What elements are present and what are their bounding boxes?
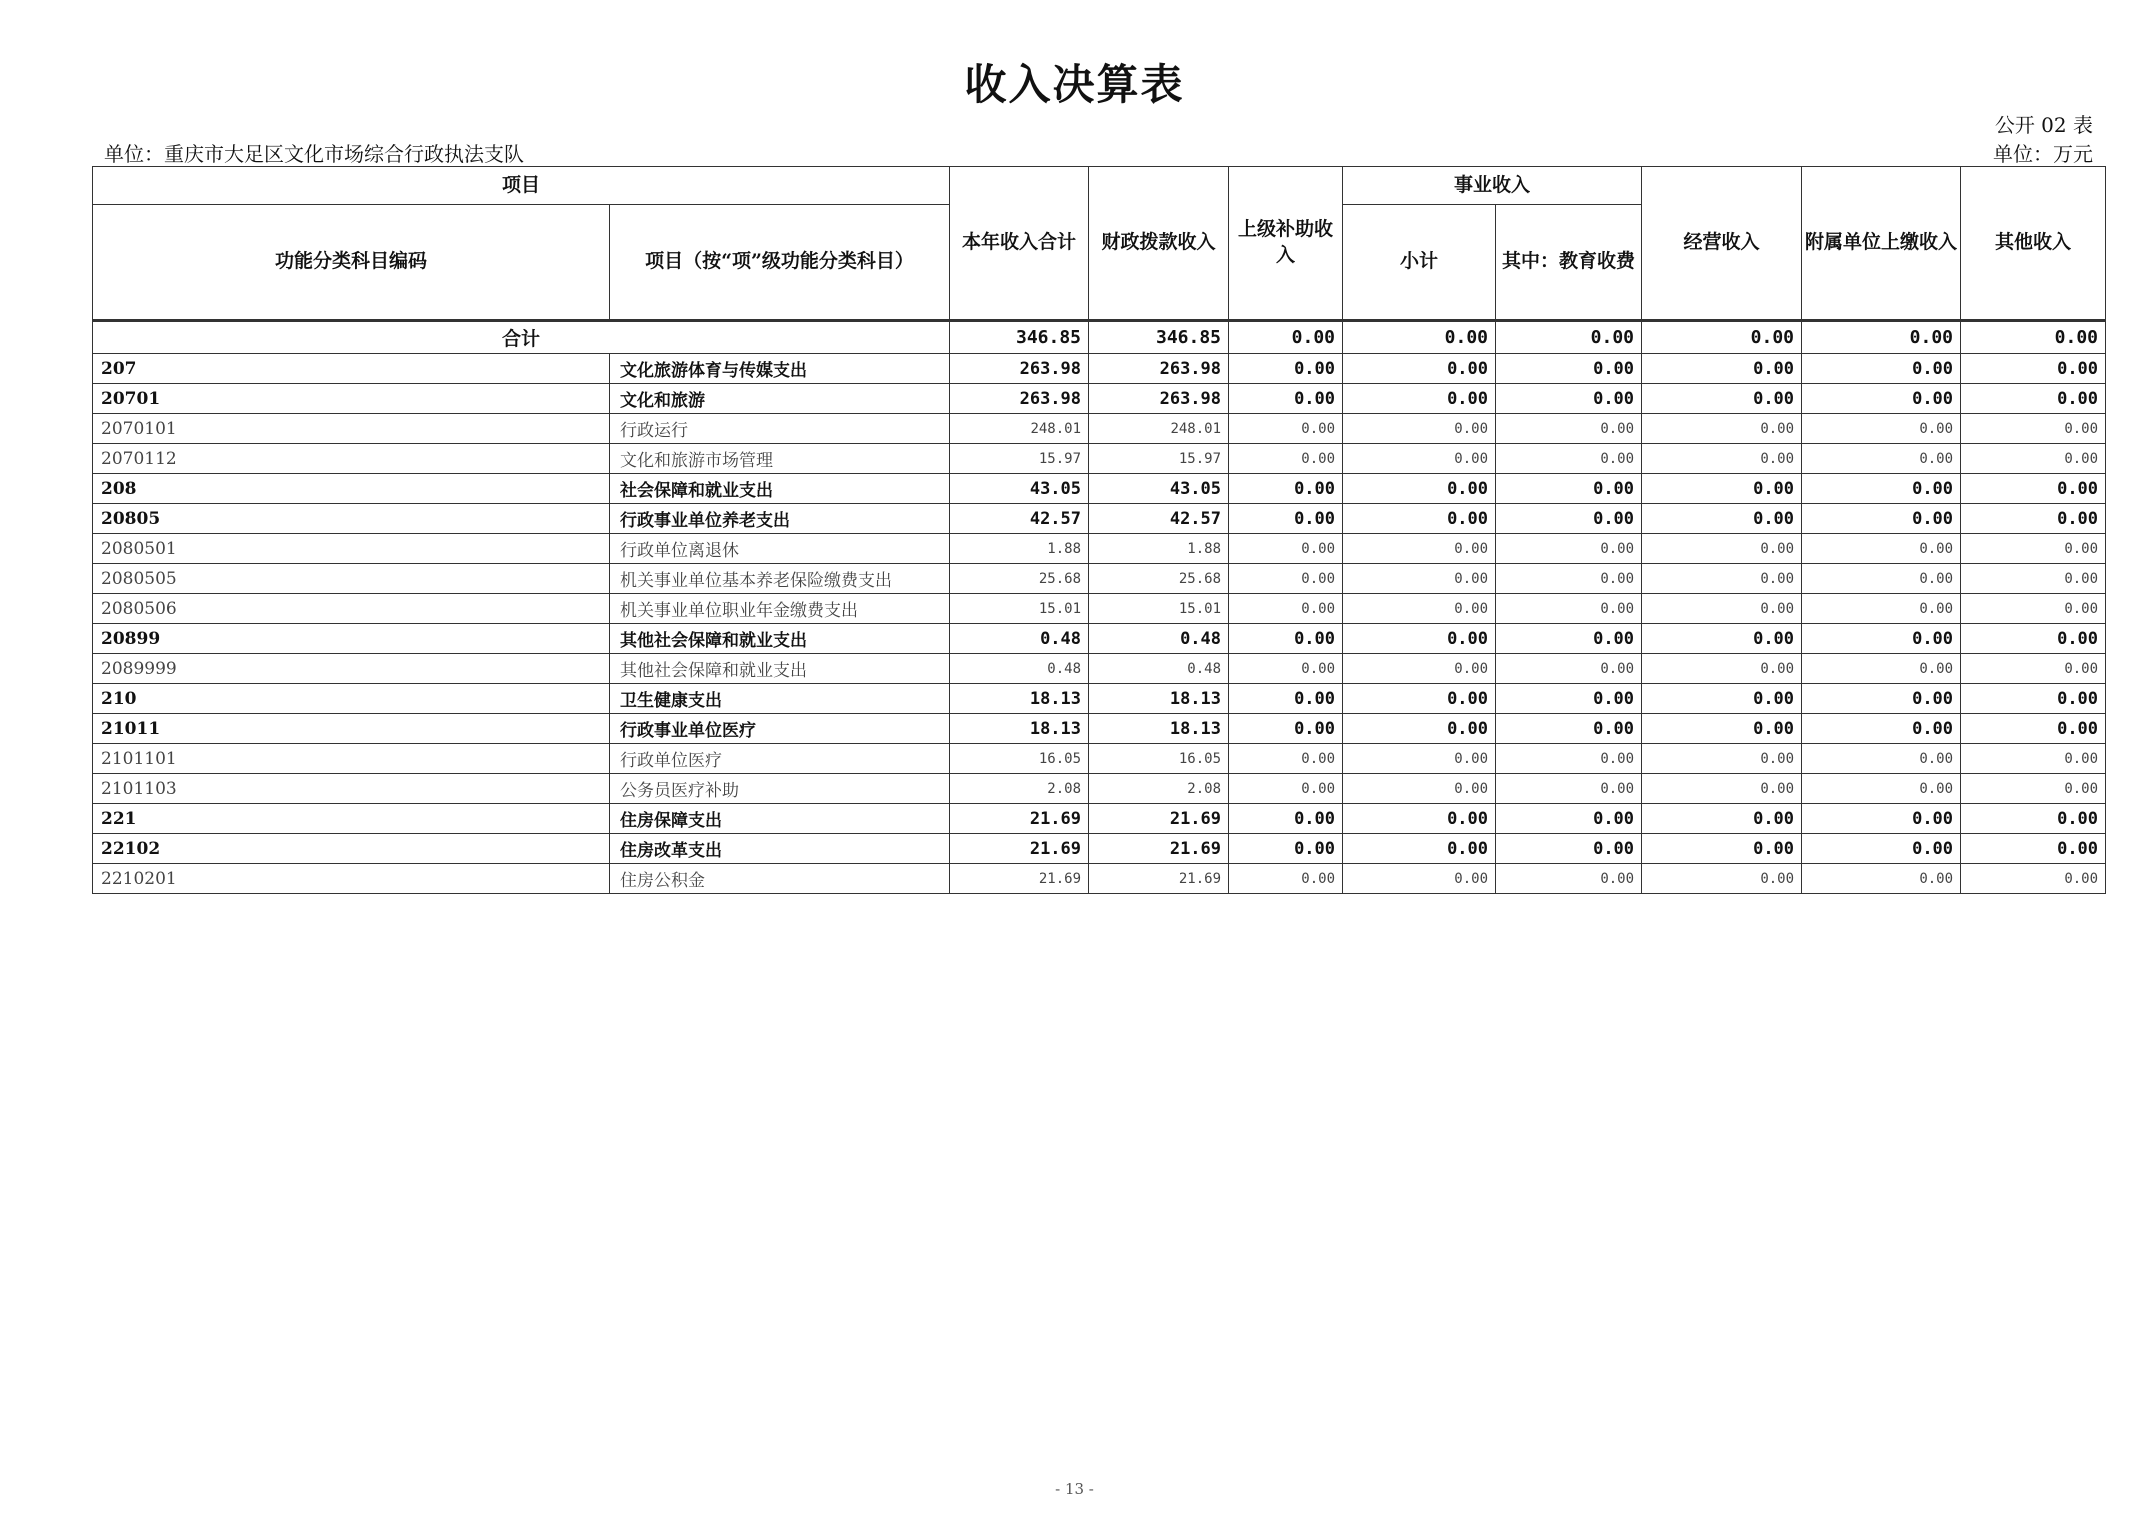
table-row: [93, 354, 2106, 384]
unit-label: 单位：万元: [1993, 142, 2093, 166]
row-value: 0.00: [1496, 414, 1642, 444]
row-value: 0.00: [1961, 834, 2106, 864]
total-value: 346.85: [950, 321, 1089, 354]
row-code: 2089999: [93, 654, 610, 684]
header-project: 项目: [93, 167, 950, 205]
row-value: 0.00: [1961, 564, 2106, 594]
row-value: 0.00: [1229, 624, 1343, 654]
row-value: 18.13: [1089, 684, 1229, 714]
table-row: [93, 684, 2106, 714]
row-value: 0.00: [1802, 714, 1961, 744]
row-name: 其他社会保障和就业支出: [610, 624, 950, 654]
total-value: 0.00: [1343, 321, 1496, 354]
header-total: 本年收入合计: [950, 167, 1089, 321]
row-value: 0.00: [1229, 444, 1343, 474]
row-code: 2080506: [93, 594, 610, 624]
row-value: 21.69: [1089, 804, 1229, 834]
row-value: 0.00: [1229, 714, 1343, 744]
table-row: [93, 384, 2106, 414]
header-affiliated: 附属单位上缴收入: [1802, 167, 1961, 321]
row-value: 0.00: [1642, 714, 1802, 744]
row-value: 0.48: [1089, 654, 1229, 684]
row-value: 0.00: [1802, 414, 1961, 444]
row-value: 0.00: [1961, 684, 2106, 714]
row-name: 住房保障支出: [610, 804, 950, 834]
row-value: 263.98: [950, 384, 1089, 414]
row-code: 20805: [93, 504, 610, 534]
row-value: 21.69: [950, 864, 1089, 894]
row-value: 0.00: [1343, 654, 1496, 684]
page-number: - 13 -: [1055, 1480, 1094, 1498]
row-value: 0.00: [1961, 384, 2106, 414]
row-value: 2.08: [1089, 774, 1229, 804]
total-value: 0.00: [1802, 321, 1961, 354]
row-code: 20899: [93, 624, 610, 654]
row-value: 0.00: [1961, 414, 2106, 444]
row-value: 18.13: [950, 684, 1089, 714]
row-value: 0.00: [1343, 504, 1496, 534]
row-value: 0.00: [1343, 834, 1496, 864]
row-value: 0.00: [1343, 714, 1496, 744]
row-value: 0.00: [1343, 804, 1496, 834]
row-name: 行政单位医疗: [610, 744, 950, 774]
row-value: 0.48: [1089, 624, 1229, 654]
row-name: 行政单位离退休: [610, 534, 950, 564]
row-value: 0.00: [1802, 534, 1961, 564]
row-code: 208: [93, 474, 610, 504]
row-value: 0.00: [1496, 354, 1642, 384]
row-value: 0.00: [1802, 654, 1961, 684]
row-value: 0.00: [1229, 564, 1343, 594]
row-value: 0.00: [1961, 594, 2106, 624]
row-value: 16.05: [1089, 744, 1229, 774]
row-name: 住房改革支出: [610, 834, 950, 864]
row-value: 0.00: [1496, 504, 1642, 534]
row-value: 15.97: [1089, 444, 1229, 474]
row-value: 0.00: [1229, 594, 1343, 624]
row-value: 0.00: [1343, 444, 1496, 474]
table-row: [93, 594, 2106, 624]
row-value: 0.00: [1802, 744, 1961, 774]
table-row: [93, 804, 2106, 834]
row-name: 公务员医疗补助: [610, 774, 950, 804]
row-value: 18.13: [950, 714, 1089, 744]
row-value: 21.69: [950, 834, 1089, 864]
row-code: 2101103: [93, 774, 610, 804]
header-code: 功能分类科目编码: [93, 205, 610, 321]
row-value: 0.00: [1642, 534, 1802, 564]
row-value: 263.98: [1089, 384, 1229, 414]
page-title: 收入决算表: [964, 60, 1185, 109]
row-value: 263.98: [950, 354, 1089, 384]
table-row: [93, 654, 2106, 684]
row-value: 0.00: [1343, 534, 1496, 564]
row-name: 机关事业单位基本养老保险缴费支出: [610, 564, 950, 594]
row-value: 0.00: [1802, 594, 1961, 624]
row-value: 0.00: [1642, 654, 1802, 684]
header-other: 其他收入: [1961, 167, 2106, 321]
row-value: 0.48: [950, 624, 1089, 654]
row-code: 2101101: [93, 744, 610, 774]
row-value: 0.00: [1496, 744, 1642, 774]
row-name: 文化和旅游: [610, 384, 950, 414]
row-value: 0.00: [1642, 474, 1802, 504]
row-value: 0.00: [1642, 384, 1802, 414]
row-code: 20701: [93, 384, 610, 414]
row-value: 0.00: [1229, 474, 1343, 504]
row-code: 210: [93, 684, 610, 714]
row-value: 0.00: [1961, 744, 2106, 774]
table-row: [93, 864, 2106, 894]
row-value: 25.68: [1089, 564, 1229, 594]
row-value: 0.00: [1496, 714, 1642, 744]
row-value: 0.00: [1642, 624, 1802, 654]
row-value: 0.00: [1802, 354, 1961, 384]
row-value: 0.00: [1642, 864, 1802, 894]
row-value: 0.00: [1496, 564, 1642, 594]
row-value: 0.00: [1343, 354, 1496, 384]
row-value: 0.00: [1961, 534, 2106, 564]
row-value: 0.00: [1229, 684, 1343, 714]
row-code: 21011: [93, 714, 610, 744]
row-value: 16.05: [950, 744, 1089, 774]
table-row: [93, 534, 2106, 564]
row-value: 0.00: [1802, 384, 1961, 414]
row-value: 0.00: [1642, 564, 1802, 594]
row-value: 0.00: [1343, 684, 1496, 714]
row-value: 42.57: [1089, 504, 1229, 534]
row-value: 0.00: [1229, 834, 1343, 864]
row-value: 0.00: [1802, 774, 1961, 804]
table-row: [93, 774, 2106, 804]
row-value: 15.01: [950, 594, 1089, 624]
row-value: 0.00: [1961, 624, 2106, 654]
row-value: 0.00: [1343, 564, 1496, 594]
row-value: 42.57: [950, 504, 1089, 534]
row-name: 行政事业单位医疗: [610, 714, 950, 744]
table-row: [93, 624, 2106, 654]
row-name: 社会保障和就业支出: [610, 474, 950, 504]
row-value: 0.00: [1961, 774, 2106, 804]
header-superior: 上级补助收入: [1229, 167, 1343, 321]
row-value: 2.08: [950, 774, 1089, 804]
table-row: [93, 504, 2106, 534]
row-value: 0.00: [1961, 354, 2106, 384]
row-value: 0.00: [1496, 444, 1642, 474]
row-value: 0.00: [1343, 384, 1496, 414]
row-value: 0.00: [1496, 594, 1642, 624]
row-value: 0.00: [1642, 804, 1802, 834]
row-value: 0.00: [1961, 864, 2106, 894]
row-value: 43.05: [950, 474, 1089, 504]
row-name: 卫生健康支出: [610, 684, 950, 714]
row-value: 0.00: [1642, 744, 1802, 774]
row-value: 0.00: [1802, 504, 1961, 534]
row-value: 0.00: [1343, 474, 1496, 504]
row-name: 其他社会保障和就业支出: [610, 654, 950, 684]
row-value: 0.00: [1496, 654, 1642, 684]
row-value: 0.00: [1642, 444, 1802, 474]
row-value: 0.00: [1343, 774, 1496, 804]
table-row: [93, 714, 2106, 744]
row-value: 18.13: [1089, 714, 1229, 744]
total-value: 0.00: [1496, 321, 1642, 354]
total-value: 0.00: [1229, 321, 1343, 354]
row-value: 0.48: [950, 654, 1089, 684]
row-name: 文化和旅游市场管理: [610, 444, 950, 474]
row-value: 0.00: [1961, 444, 2106, 474]
total-value: 346.85: [1089, 321, 1229, 354]
header-education: 其中：教育收费: [1496, 205, 1642, 321]
row-value: 0.00: [1229, 534, 1343, 564]
row-code: 207: [93, 354, 610, 384]
row-value: 0.00: [1343, 864, 1496, 894]
row-value: 0.00: [1642, 594, 1802, 624]
row-value: 43.05: [1089, 474, 1229, 504]
row-value: 263.98: [1089, 354, 1229, 384]
row-value: 0.00: [1802, 444, 1961, 474]
row-value: 0.00: [1961, 504, 2106, 534]
row-value: 0.00: [1343, 414, 1496, 444]
row-value: 248.01: [950, 414, 1089, 444]
row-value: 0.00: [1343, 594, 1496, 624]
row-value: 0.00: [1496, 624, 1642, 654]
header-operating: 经营收入: [1642, 167, 1802, 321]
row-value: 0.00: [1229, 744, 1343, 774]
row-value: 0.00: [1496, 774, 1642, 804]
row-value: 0.00: [1343, 624, 1496, 654]
header-subtotal: 小计: [1343, 205, 1496, 321]
row-value: 0.00: [1343, 744, 1496, 774]
row-value: 0.00: [1642, 774, 1802, 804]
row-code: 2080505: [93, 564, 610, 594]
row-value: 21.69: [1089, 864, 1229, 894]
row-name: 文化旅游体育与传媒支出: [610, 354, 950, 384]
row-value: 0.00: [1229, 804, 1343, 834]
row-value: 25.68: [950, 564, 1089, 594]
total-value: 0.00: [1642, 321, 1802, 354]
header-business: 事业收入: [1343, 167, 1642, 205]
row-value: 0.00: [1802, 834, 1961, 864]
table-row: [93, 414, 2106, 444]
row-value: 0.00: [1496, 384, 1642, 414]
row-value: 21.69: [950, 804, 1089, 834]
row-value: 0.00: [1802, 804, 1961, 834]
row-value: 0.00: [1229, 354, 1343, 384]
row-value: 0.00: [1496, 534, 1642, 564]
row-value: 0.00: [1642, 414, 1802, 444]
row-value: 0.00: [1802, 624, 1961, 654]
organization-label: 单位：重庆市大足区文化市场综合行政执法支队: [104, 142, 524, 166]
row-value: 0.00: [1229, 384, 1343, 414]
row-value: 0.00: [1496, 684, 1642, 714]
row-code: 2070112: [93, 444, 610, 474]
row-code: 2210201: [93, 864, 610, 894]
row-value: 0.00: [1229, 774, 1343, 804]
row-value: 0.00: [1496, 474, 1642, 504]
form-number: 公开 02 表: [1994, 113, 2093, 137]
row-value: 15.97: [950, 444, 1089, 474]
row-value: 0.00: [1961, 804, 2106, 834]
row-value: 21.69: [1089, 834, 1229, 864]
row-value: 0.00: [1229, 864, 1343, 894]
row-code: 22102: [93, 834, 610, 864]
row-value: 15.01: [1089, 594, 1229, 624]
table-row: [93, 834, 2106, 864]
row-value: 0.00: [1802, 864, 1961, 894]
row-value: 0.00: [1642, 834, 1802, 864]
row-value: 0.00: [1496, 804, 1642, 834]
row-value: 0.00: [1802, 474, 1961, 504]
row-value: 248.01: [1089, 414, 1229, 444]
row-value: 0.00: [1229, 504, 1343, 534]
row-value: 0.00: [1229, 414, 1343, 444]
row-code: 2070101: [93, 414, 610, 444]
row-value: 0.00: [1961, 654, 2106, 684]
row-value: 0.00: [1496, 864, 1642, 894]
row-name: 行政事业单位养老支出: [610, 504, 950, 534]
row-value: 0.00: [1642, 504, 1802, 534]
row-code: 221: [93, 804, 610, 834]
row-value: 1.88: [1089, 534, 1229, 564]
row-value: 0.00: [1961, 474, 2106, 504]
row-value: 0.00: [1642, 684, 1802, 714]
row-name: 机关事业单位职业年金缴费支出: [610, 594, 950, 624]
row-value: 0.00: [1961, 714, 2106, 744]
row-name: 行政运行: [610, 414, 950, 444]
row-name: 住房公积金: [610, 864, 950, 894]
total-label: 合计: [93, 321, 950, 354]
row-value: 1.88: [950, 534, 1089, 564]
header-fiscal: 财政拨款收入: [1089, 167, 1229, 321]
income-table: [92, 166, 2106, 894]
row-code: 2080501: [93, 534, 610, 564]
table-row: [93, 444, 2106, 474]
row-value: 0.00: [1229, 654, 1343, 684]
header-name: 项目（按“项”级功能分类科目）: [610, 205, 950, 321]
row-value: 0.00: [1496, 834, 1642, 864]
table-row: [93, 564, 2106, 594]
row-value: 0.00: [1802, 564, 1961, 594]
total-row: [93, 321, 2106, 354]
row-value: 0.00: [1802, 684, 1961, 714]
table-row: [93, 744, 2106, 774]
total-value: 0.00: [1961, 321, 2106, 354]
table-row: [93, 474, 2106, 504]
row-value: 0.00: [1642, 354, 1802, 384]
